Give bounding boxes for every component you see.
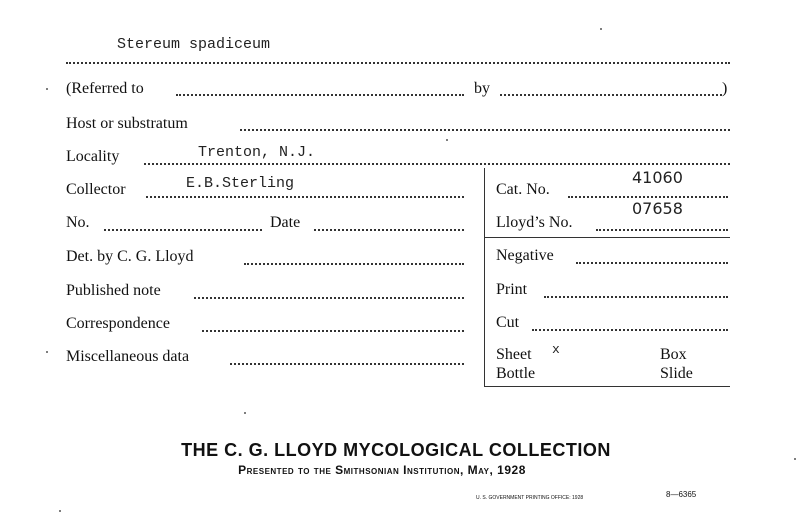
collector-label: Collector xyxy=(66,181,126,198)
host-line xyxy=(240,129,730,131)
locality-line xyxy=(144,163,730,165)
correspondence-label: Correspondence xyxy=(66,315,170,332)
bottle-label: Bottle xyxy=(496,365,536,382)
cat-no-line xyxy=(568,196,728,198)
sheet-label: Sheet xyxy=(496,346,532,363)
lloyds-no-line xyxy=(596,229,728,231)
cat-no-value: 41060 xyxy=(632,168,683,187)
locality-label: Locality xyxy=(66,148,120,165)
miscellaneous-line xyxy=(230,363,464,365)
collection-subtitle: Presented to the Smithsonian Institution, May, 1928 xyxy=(238,463,526,477)
date-line xyxy=(314,229,464,231)
print-label: Print xyxy=(496,281,528,298)
lloyds-no-label: Lloyd’s No. xyxy=(496,214,573,231)
locality-value: Trenton, N.J. xyxy=(198,144,316,161)
referred-to-label: (Referred to xyxy=(66,80,144,97)
slide-label: Slide xyxy=(660,365,693,382)
printing-office-note: U. S. GOVERNMENT PRINTING OFFICE: 1928 xyxy=(476,495,584,501)
published-note-label: Published note xyxy=(66,282,161,299)
date-label: Date xyxy=(270,214,301,231)
correspondence-line xyxy=(202,330,464,332)
negative-line xyxy=(576,262,728,264)
box-bottom-border xyxy=(484,386,730,387)
collector-value: E.B.Sterling xyxy=(186,175,295,192)
collection-title: THE C. G. LLOYD MYCOLOGICAL COLLECTION xyxy=(181,440,611,460)
species-name: Stereum spadiceum xyxy=(117,36,271,53)
print-line xyxy=(544,296,728,298)
box-label: Box xyxy=(660,346,687,363)
cut-label: Cut xyxy=(496,314,520,331)
collector-line xyxy=(146,196,464,198)
referred-to-line xyxy=(176,94,464,96)
box-divider xyxy=(484,237,730,238)
close-paren: ) xyxy=(722,80,728,97)
cat-no-label: Cat. No. xyxy=(496,181,550,198)
box-left-border xyxy=(484,168,485,386)
by-line xyxy=(500,94,722,96)
det-by-label: Det. by C. G. Lloyd xyxy=(66,248,194,265)
host-label: Host or substratum xyxy=(66,115,188,132)
top-rule xyxy=(66,62,730,64)
no-line xyxy=(104,229,262,231)
published-note-line xyxy=(194,297,464,299)
lloyds-no-value: 07658 xyxy=(632,199,683,218)
form-code: 8—6365 xyxy=(666,490,697,499)
det-by-line xyxy=(244,263,464,265)
miscellaneous-label: Miscellaneous data xyxy=(66,348,190,365)
sheet-mark: x xyxy=(552,342,560,357)
no-label: No. xyxy=(66,214,90,231)
by-label: by xyxy=(474,80,490,97)
negative-label: Negative xyxy=(496,247,554,264)
cut-line xyxy=(532,329,728,331)
